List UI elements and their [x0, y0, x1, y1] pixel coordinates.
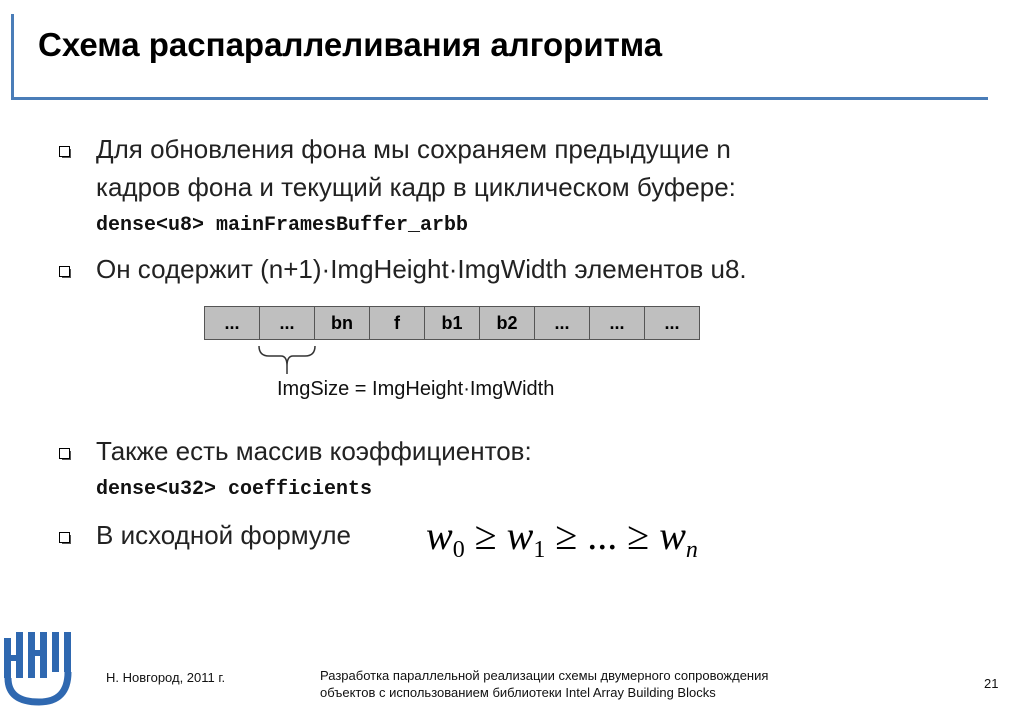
buffer-cell: ... [205, 307, 260, 339]
code-coefficients-declaration: dense<u32> coefficients [96, 478, 373, 501]
bullet-3-line-1: Также есть массив коэффициентов: [96, 436, 532, 466]
slide-title: Схема распараллеливания алгоритма [38, 26, 663, 63]
circular-buffer [204, 306, 700, 340]
bullet-square-icon [58, 446, 72, 460]
university-logo-icon [2, 628, 82, 708]
bullet-1-line-2: кадров фона и текущий кадр в циклическом буфере: [96, 172, 736, 202]
buffer-cell: ... [590, 307, 645, 339]
buffer-cell: ... [535, 307, 590, 339]
footer-location-year: Н. Новгород, 2011 г. [106, 670, 226, 685]
bullet-square-icon [58, 264, 72, 278]
code-buffer-declaration: dense<u8> mainFramesBuffer_arbb [96, 214, 469, 237]
buffer-cell: ... [260, 307, 315, 339]
page-number: 21 [984, 676, 999, 691]
bullet-2-line-1: Он содержит (n+1)·ImgHeight·ImgWidth элементов u8. [96, 254, 747, 284]
buffer-cell: ... [664, 312, 680, 333]
coefficients-formula: $w_0 \ge w_1$ ≥ ... ≥ $w_n$ [426, 513, 698, 563]
bullet-square-icon [58, 144, 72, 158]
buffer-cell: b1 [425, 307, 480, 339]
buffer-cell: bn [315, 307, 370, 339]
footer-project-line-2: объектов с использованием библиотеки Intel Array Building Blocks [320, 685, 716, 700]
buffer-cell: f [370, 307, 425, 339]
bullet-4-line-1: В исходной формуле [96, 520, 351, 550]
footer-project-line-1: Разработка параллельной реализации схемы двумерного сопровождения [320, 668, 769, 683]
buffer-cell: b2 [480, 307, 535, 339]
bullet-square-icon [58, 530, 72, 544]
brace-icon [255, 344, 321, 376]
bullet-1-line-1: Для обновления фона мы сохраняем предыдущие n [96, 134, 731, 164]
img-size-label: ImgSize = ImgHeight·ImgWidth [277, 378, 555, 400]
